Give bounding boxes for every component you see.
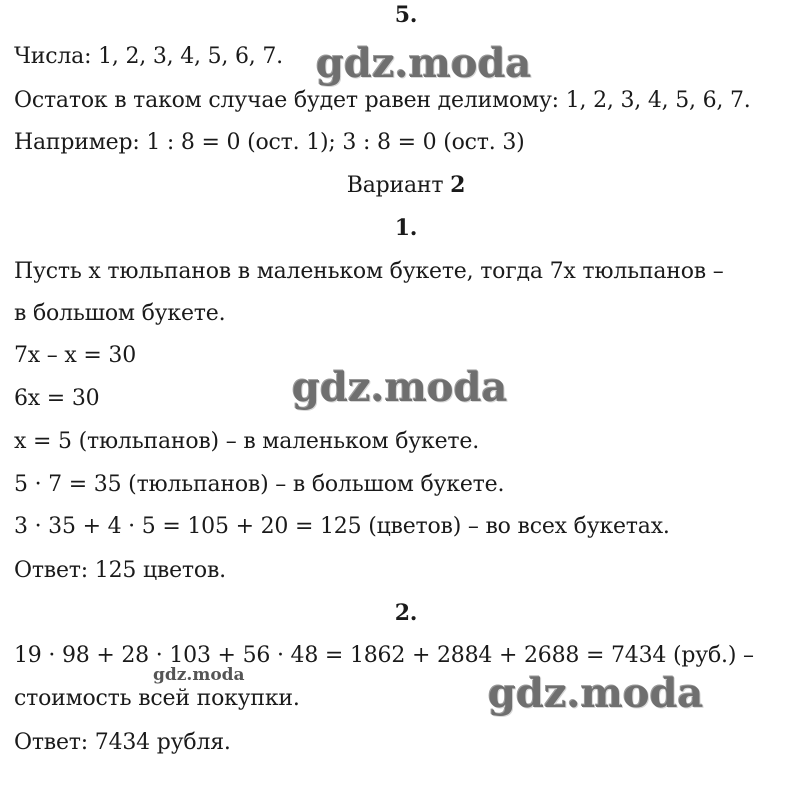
equation-line: 7x – x = 30	[14, 343, 137, 368]
text-line: в большом букете.	[14, 301, 226, 326]
watermark-logo-small: gdz.moda	[153, 665, 245, 685]
watermark-logo: gdz.moda	[488, 670, 704, 717]
equation-line: 19 · 98 + 28 · 103 + 56 · 48 = 1862 + 2884 + 2688 = 7434 (руб.) –	[14, 643, 754, 668]
watermark-logo: gdz.moda	[292, 364, 508, 411]
text-line: x = 5 (тюльпанов) – в маленьком букете.	[14, 429, 480, 454]
text-line: 3 · 35 + 4 · 5 = 105 + 20 = 125 (цветов) – во всех букетах.	[14, 514, 670, 539]
task-number-5: 5.	[394, 2, 418, 28]
equation-line: 6x = 30	[14, 386, 100, 411]
answer-line: Ответ: 7434 рубля.	[14, 730, 231, 755]
task-number-2: 2.	[394, 600, 418, 626]
text-line: Пусть x тюльпанов в маленьком букете, тогда 7x тюльпанов –	[14, 259, 724, 284]
variant-heading	[0, 170, 812, 201]
text-line: Остаток в таком случае будет равен делимому: 1, 2, 3, 4, 5, 6, 7.	[14, 88, 751, 113]
text-line: Например: 1 : 8 = 0 (ост. 1); 3 : 8 = 0 (ост. 3)	[14, 130, 525, 155]
watermark-logo: gdz.moda	[316, 40, 532, 87]
text-line: Числа: 1, 2, 3, 4, 5, 6, 7.	[14, 44, 283, 69]
variant-label: Вариант	[346, 173, 451, 198]
text-line: 5 · 7 = 35 (тюльпанов) – в большом букете.	[14, 472, 505, 497]
answer-line: Ответ: 125 цветов.	[14, 558, 226, 583]
variant-number: 2	[450, 172, 466, 198]
text-line: стоимость всей покупки.	[14, 686, 300, 711]
task-number-1: 1.	[394, 215, 418, 241]
